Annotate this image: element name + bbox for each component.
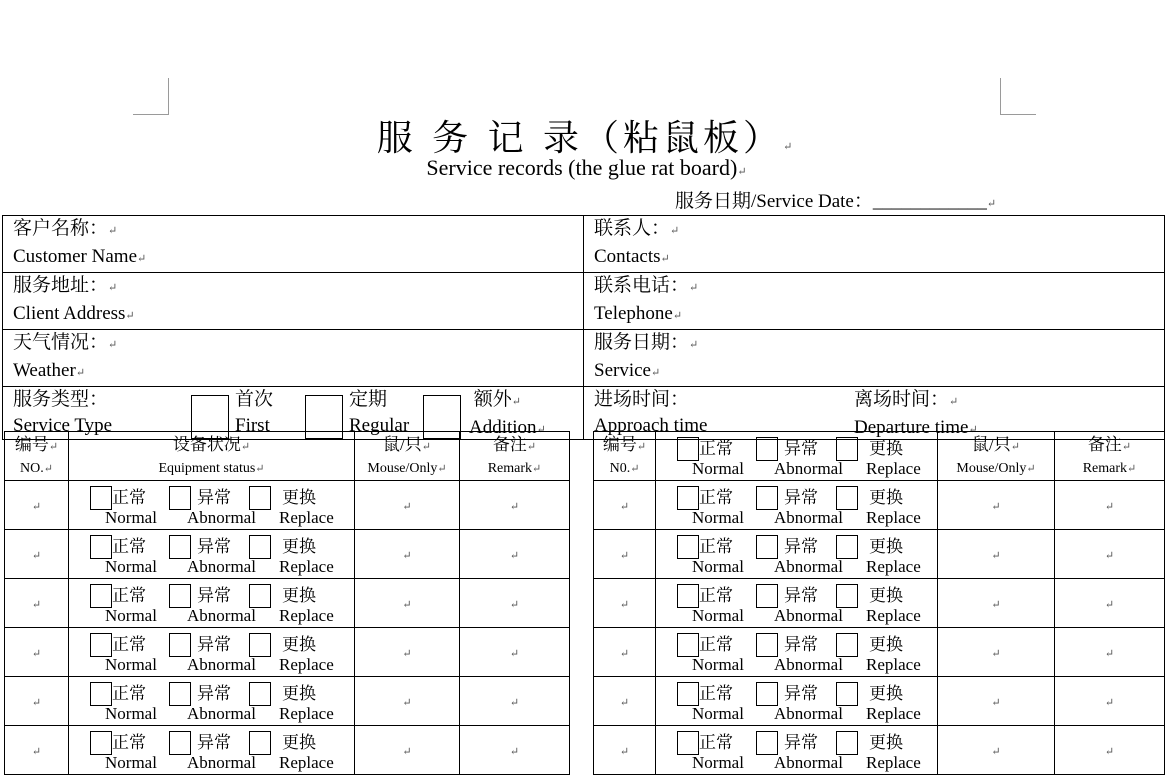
replace-label-cn: 更换 bbox=[282, 635, 316, 654]
replace-label-en: Replace bbox=[866, 459, 921, 478]
left-remark-header: 备注↵ Remark↵ bbox=[460, 432, 570, 481]
left-table-row bbox=[5, 530, 570, 579]
replace-label-en: Replace bbox=[279, 557, 334, 576]
normal-checkbox[interactable] bbox=[90, 584, 112, 608]
normal-label-cn: 正常 bbox=[699, 488, 733, 507]
right-mouse-header: 鼠/只↵ Mouse/Only↵ bbox=[938, 432, 1055, 481]
normal-checkbox[interactable] bbox=[90, 633, 112, 657]
normal-checkbox[interactable] bbox=[677, 731, 699, 755]
equipment-status-options bbox=[69, 726, 354, 774]
normal-checkbox[interactable] bbox=[677, 535, 699, 559]
left-table-row bbox=[5, 481, 570, 530]
abnormal-checkbox[interactable] bbox=[169, 535, 191, 559]
normal-label-cn: 正常 bbox=[699, 733, 733, 752]
left-no-cell[interactable]: ↵ bbox=[5, 628, 69, 677]
customer-info-table bbox=[2, 215, 1165, 440]
abnormal-label-en: Abnormal bbox=[187, 655, 256, 674]
right-table-row bbox=[594, 726, 1165, 775]
service-type-label-en: Service Type bbox=[13, 415, 113, 436]
client-address-cell[interactable]: 服务地址：↵ Client Address↵ bbox=[3, 273, 584, 330]
replace-label-cn: 更换 bbox=[869, 586, 903, 605]
right-no-cell[interactable]: ↵ bbox=[594, 628, 656, 677]
right-table-row bbox=[594, 628, 1165, 677]
replace-label-cn: 更换 bbox=[869, 733, 903, 752]
left-equipment-table bbox=[4, 431, 570, 775]
replace-label-cn: 更换 bbox=[282, 537, 316, 556]
equipment-status-options bbox=[656, 628, 937, 676]
abnormal-label-cn: 异常 bbox=[197, 586, 231, 605]
addition-label: 额外↵ Addition↵ bbox=[469, 389, 546, 438]
right-status-cell bbox=[656, 481, 938, 530]
left-no-cell[interactable]: ↵ bbox=[5, 481, 69, 530]
replace-label-en: Replace bbox=[866, 508, 921, 527]
replace-checkbox[interactable] bbox=[836, 437, 858, 461]
left-mouse-cell[interactable]: ↵ bbox=[355, 677, 460, 726]
contacts-cell[interactable]: 联系人：↵ Contacts↵ bbox=[584, 216, 1165, 273]
replace-label-cn: 更换 bbox=[869, 684, 903, 703]
telephone-cell[interactable]: 联系电话：↵ Telephone↵ bbox=[584, 273, 1165, 330]
abnormal-label-cn: 异常 bbox=[197, 684, 231, 703]
left-no-cell[interactable]: ↵ bbox=[5, 579, 69, 628]
left-mouse-cell[interactable]: ↵ bbox=[355, 726, 460, 775]
right-mouse-cell[interactable]: ↵ bbox=[938, 579, 1055, 628]
left-status-cell bbox=[69, 677, 355, 726]
normal-checkbox[interactable] bbox=[90, 535, 112, 559]
replace-label-en: Replace bbox=[279, 753, 334, 772]
normal-label-cn: 正常 bbox=[112, 635, 146, 654]
service-cell[interactable]: 服务日期：↵ Service↵ bbox=[584, 330, 1165, 387]
abnormal-label-cn: 异常 bbox=[197, 488, 231, 507]
left-mouse-cell[interactable]: ↵ bbox=[355, 579, 460, 628]
right-table-row bbox=[594, 530, 1165, 579]
equipment-status-options bbox=[69, 530, 354, 578]
normal-label-en: Normal bbox=[692, 459, 744, 478]
abnormal-label-en: Abnormal bbox=[774, 655, 843, 674]
equipment-status-options bbox=[69, 628, 354, 676]
normal-label-cn: 正常 bbox=[699, 439, 733, 458]
right-remark-cell[interactable]: ↵ bbox=[1055, 579, 1165, 628]
right-table-row bbox=[594, 481, 1165, 530]
right-no-cell[interactable]: ↵ bbox=[594, 481, 656, 530]
right-status-header bbox=[656, 432, 938, 481]
left-remark-cell[interactable]: ↵ bbox=[460, 677, 570, 726]
normal-label-cn: 正常 bbox=[699, 635, 733, 654]
right-remark-header: 备注↵ Remark↵ bbox=[1055, 432, 1165, 481]
right-no-cell[interactable]: ↵ bbox=[594, 530, 656, 579]
normal-label-cn: 正常 bbox=[699, 537, 733, 556]
replace-label-en: Replace bbox=[279, 606, 334, 625]
abnormal-label-cn: 异常 bbox=[784, 488, 818, 507]
normal-label-en: Normal bbox=[692, 557, 744, 576]
replace-label-cn: 更换 bbox=[282, 586, 316, 605]
left-status-cell bbox=[69, 628, 355, 677]
abnormal-label-en: Abnormal bbox=[774, 459, 843, 478]
replace-label-en: Replace bbox=[279, 704, 334, 723]
replace-label-cn: 更换 bbox=[282, 733, 316, 752]
normal-label-en: Normal bbox=[105, 704, 157, 723]
abnormal-checkbox[interactable] bbox=[756, 682, 778, 706]
departure-time-label[interactable]: 离场时间：↵ Departure time↵ bbox=[854, 389, 978, 438]
normal-label-en: Normal bbox=[692, 655, 744, 674]
right-mouse-cell[interactable]: ↵ bbox=[938, 530, 1055, 579]
replace-label-en: Replace bbox=[279, 508, 334, 527]
normal-checkbox[interactable] bbox=[677, 633, 699, 657]
customer-name-cell[interactable]: 客户名称：↵ Customer Name↵ bbox=[3, 216, 584, 273]
right-table-row bbox=[594, 677, 1165, 726]
abnormal-label-en: Abnormal bbox=[774, 753, 843, 772]
regular-label: 定期 Regular bbox=[349, 389, 410, 436]
normal-checkbox[interactable] bbox=[677, 437, 699, 461]
left-table-row bbox=[5, 579, 570, 628]
normal-label-en: Normal bbox=[105, 753, 157, 772]
right-status-cell bbox=[656, 628, 938, 677]
normal-label-en: Normal bbox=[105, 606, 157, 625]
replace-checkbox[interactable] bbox=[836, 731, 858, 755]
replace-label-cn: 更换 bbox=[282, 488, 316, 507]
right-mouse-cell[interactable]: ↵ bbox=[938, 481, 1055, 530]
normal-label-cn: 正常 bbox=[112, 537, 146, 556]
left-remark-cell[interactable]: ↵ bbox=[460, 628, 570, 677]
equipment-status-options bbox=[69, 481, 354, 529]
service-date-field[interactable]: ____________ bbox=[872, 191, 987, 212]
replace-checkbox[interactable] bbox=[836, 486, 858, 510]
left-table-row bbox=[5, 628, 570, 677]
normal-label-en: Normal bbox=[692, 508, 744, 527]
left-remark-cell[interactable]: ↵ bbox=[460, 579, 570, 628]
abnormal-label-cn: 异常 bbox=[197, 635, 231, 654]
equipment-status-options bbox=[69, 579, 354, 627]
title-cn: 服 务 记 录（粘鼠板）↵ bbox=[376, 118, 797, 159]
abnormal-label-cn: 异常 bbox=[784, 684, 818, 703]
left-mouse-cell[interactable]: ↵ bbox=[355, 530, 460, 579]
left-status-cell bbox=[69, 530, 355, 579]
abnormal-label-en: Abnormal bbox=[774, 704, 843, 723]
abnormal-checkbox[interactable] bbox=[169, 584, 191, 608]
equipment-status-options bbox=[656, 579, 937, 627]
equipment-status-options bbox=[656, 432, 937, 480]
right-mouse-cell[interactable]: ↵ bbox=[938, 726, 1055, 775]
right-remark-cell[interactable]: ↵ bbox=[1055, 481, 1165, 530]
left-table-row bbox=[5, 726, 570, 775]
normal-label-cn: 正常 bbox=[699, 684, 733, 703]
right-mouse-cell[interactable]: ↵ bbox=[938, 628, 1055, 677]
replace-label-cn: 更换 bbox=[869, 488, 903, 507]
right-status-cell bbox=[656, 579, 938, 628]
abnormal-checkbox[interactable] bbox=[756, 437, 778, 461]
replace-label-en: Replace bbox=[866, 557, 921, 576]
normal-label-cn: 正常 bbox=[112, 488, 146, 507]
left-table-row bbox=[5, 677, 570, 726]
left-mouse-cell[interactable]: ↵ bbox=[355, 481, 460, 530]
normal-label-en: Normal bbox=[692, 704, 744, 723]
abnormal-checkbox[interactable] bbox=[169, 731, 191, 755]
replace-label-cn: 更换 bbox=[282, 684, 316, 703]
weather-cell[interactable]: 天气情况：↵ Weather↵ bbox=[3, 330, 584, 387]
abnormal-label-cn: 异常 bbox=[784, 586, 818, 605]
replace-checkbox[interactable] bbox=[249, 633, 271, 657]
abnormal-label-en: Abnormal bbox=[774, 606, 843, 625]
replace-label-en: Replace bbox=[866, 606, 921, 625]
replace-checkbox[interactable] bbox=[249, 731, 271, 755]
normal-checkbox[interactable] bbox=[90, 731, 112, 755]
first-label: 首次 First bbox=[235, 389, 274, 436]
equipment-status-options bbox=[69, 677, 354, 725]
abnormal-label-cn: 异常 bbox=[784, 439, 818, 458]
right-status-cell bbox=[656, 726, 938, 775]
equipment-status-options bbox=[656, 530, 937, 578]
normal-checkbox[interactable] bbox=[90, 682, 112, 706]
left-status-cell bbox=[69, 481, 355, 530]
abnormal-checkbox[interactable] bbox=[756, 535, 778, 559]
normal-label-en: Normal bbox=[692, 606, 744, 625]
normal-label-en: Normal bbox=[105, 655, 157, 674]
approach-time-label[interactable]: 进场时间： Approach time bbox=[594, 389, 708, 436]
replace-checkbox[interactable] bbox=[836, 633, 858, 657]
service-type-label-cn: 服务类型： bbox=[13, 389, 109, 410]
left-no-cell[interactable]: ↵ bbox=[5, 726, 69, 775]
replace-checkbox[interactable] bbox=[249, 584, 271, 608]
right-no-cell[interactable]: ↵ bbox=[594, 726, 656, 775]
abnormal-label-cn: 异常 bbox=[784, 733, 818, 752]
left-no-cell[interactable]: ↵ bbox=[5, 677, 69, 726]
normal-checkbox[interactable] bbox=[90, 486, 112, 510]
right-no-cell[interactable]: ↵ bbox=[594, 677, 656, 726]
abnormal-label-cn: 异常 bbox=[197, 537, 231, 556]
replace-checkbox[interactable] bbox=[249, 682, 271, 706]
replace-label-en: Replace bbox=[279, 655, 334, 674]
replace-label-cn: 更换 bbox=[869, 635, 903, 654]
normal-label-en: Normal bbox=[692, 753, 744, 772]
normal-checkbox[interactable] bbox=[677, 682, 699, 706]
replace-checkbox[interactable] bbox=[249, 486, 271, 510]
right-remark-cell[interactable]: ↵ bbox=[1055, 530, 1165, 579]
replace-label-en: Replace bbox=[866, 655, 921, 674]
left-mouse-header: 鼠/只↵ Mouse/Only↵ bbox=[355, 432, 460, 481]
abnormal-label-en: Abnormal bbox=[187, 606, 256, 625]
replace-label-en: Replace bbox=[866, 704, 921, 723]
abnormal-label-en: Abnormal bbox=[774, 508, 843, 527]
left-mouse-cell[interactable]: ↵ bbox=[355, 628, 460, 677]
left-status-cell bbox=[69, 726, 355, 775]
left-no-cell[interactable]: ↵ bbox=[5, 530, 69, 579]
left-no-header: 编号↵ NO.↵ bbox=[5, 432, 69, 481]
replace-checkbox[interactable] bbox=[836, 535, 858, 559]
abnormal-checkbox[interactable] bbox=[169, 682, 191, 706]
abnormal-label-en: Abnormal bbox=[187, 508, 256, 527]
right-status-cell bbox=[656, 530, 938, 579]
abnormal-label-cn: 异常 bbox=[197, 733, 231, 752]
left-remark-cell[interactable]: ↵ bbox=[460, 530, 570, 579]
abnormal-label-en: Abnormal bbox=[187, 753, 256, 772]
normal-label-cn: 正常 bbox=[112, 733, 146, 752]
abnormal-checkbox[interactable] bbox=[756, 633, 778, 657]
abnormal-label-cn: 异常 bbox=[784, 537, 818, 556]
replace-checkbox[interactable] bbox=[836, 682, 858, 706]
equipment-status-options bbox=[656, 726, 937, 774]
right-remark-cell[interactable]: ↵ bbox=[1055, 628, 1165, 677]
normal-label-cn: 正常 bbox=[699, 586, 733, 605]
abnormal-checkbox[interactable] bbox=[169, 486, 191, 510]
title-en: Service records (the glue rat board)↵ bbox=[426, 155, 747, 180]
abnormal-label-en: Abnormal bbox=[187, 557, 256, 576]
normal-label-cn: 正常 bbox=[112, 684, 146, 703]
replace-label-cn: 更换 bbox=[869, 537, 903, 556]
replace-label-en: Replace bbox=[866, 753, 921, 772]
abnormal-checkbox[interactable] bbox=[756, 731, 778, 755]
normal-checkbox[interactable] bbox=[677, 486, 699, 510]
left-status-header: 设备状况↵ Equipment status↵ bbox=[69, 432, 355, 481]
left-remark-cell[interactable]: ↵ bbox=[460, 481, 570, 530]
abnormal-checkbox[interactable] bbox=[169, 633, 191, 657]
normal-label-en: Normal bbox=[105, 557, 157, 576]
abnormal-label-en: Abnormal bbox=[187, 704, 256, 723]
right-status-cell bbox=[656, 677, 938, 726]
left-status-cell bbox=[69, 579, 355, 628]
equipment-status-options bbox=[656, 481, 937, 529]
service-date-line: 服务日期/Service Date：____________↵ bbox=[675, 191, 997, 212]
replace-checkbox[interactable] bbox=[249, 535, 271, 559]
right-mouse-cell[interactable]: ↵ bbox=[938, 677, 1055, 726]
right-no-cell[interactable]: ↵ bbox=[594, 579, 656, 628]
abnormal-label-en: Abnormal bbox=[774, 557, 843, 576]
replace-label-cn: 更换 bbox=[869, 439, 903, 458]
abnormal-checkbox[interactable] bbox=[756, 486, 778, 510]
right-equipment-table bbox=[593, 431, 1165, 775]
abnormal-checkbox[interactable] bbox=[756, 584, 778, 608]
abnormal-label-cn: 异常 bbox=[784, 635, 818, 654]
right-remark-cell[interactable]: ↵ bbox=[1055, 677, 1165, 726]
equipment-status-options bbox=[656, 677, 937, 725]
right-table-row bbox=[594, 579, 1165, 628]
normal-checkbox[interactable] bbox=[677, 584, 699, 608]
right-no-header: 编号↵ N0.↵ bbox=[594, 432, 656, 481]
left-remark-cell[interactable]: ↵ bbox=[460, 726, 570, 775]
normal-label-en: Normal bbox=[105, 508, 157, 527]
replace-checkbox[interactable] bbox=[836, 584, 858, 608]
right-remark-cell[interactable]: ↵ bbox=[1055, 726, 1165, 775]
normal-label-cn: 正常 bbox=[112, 586, 146, 605]
